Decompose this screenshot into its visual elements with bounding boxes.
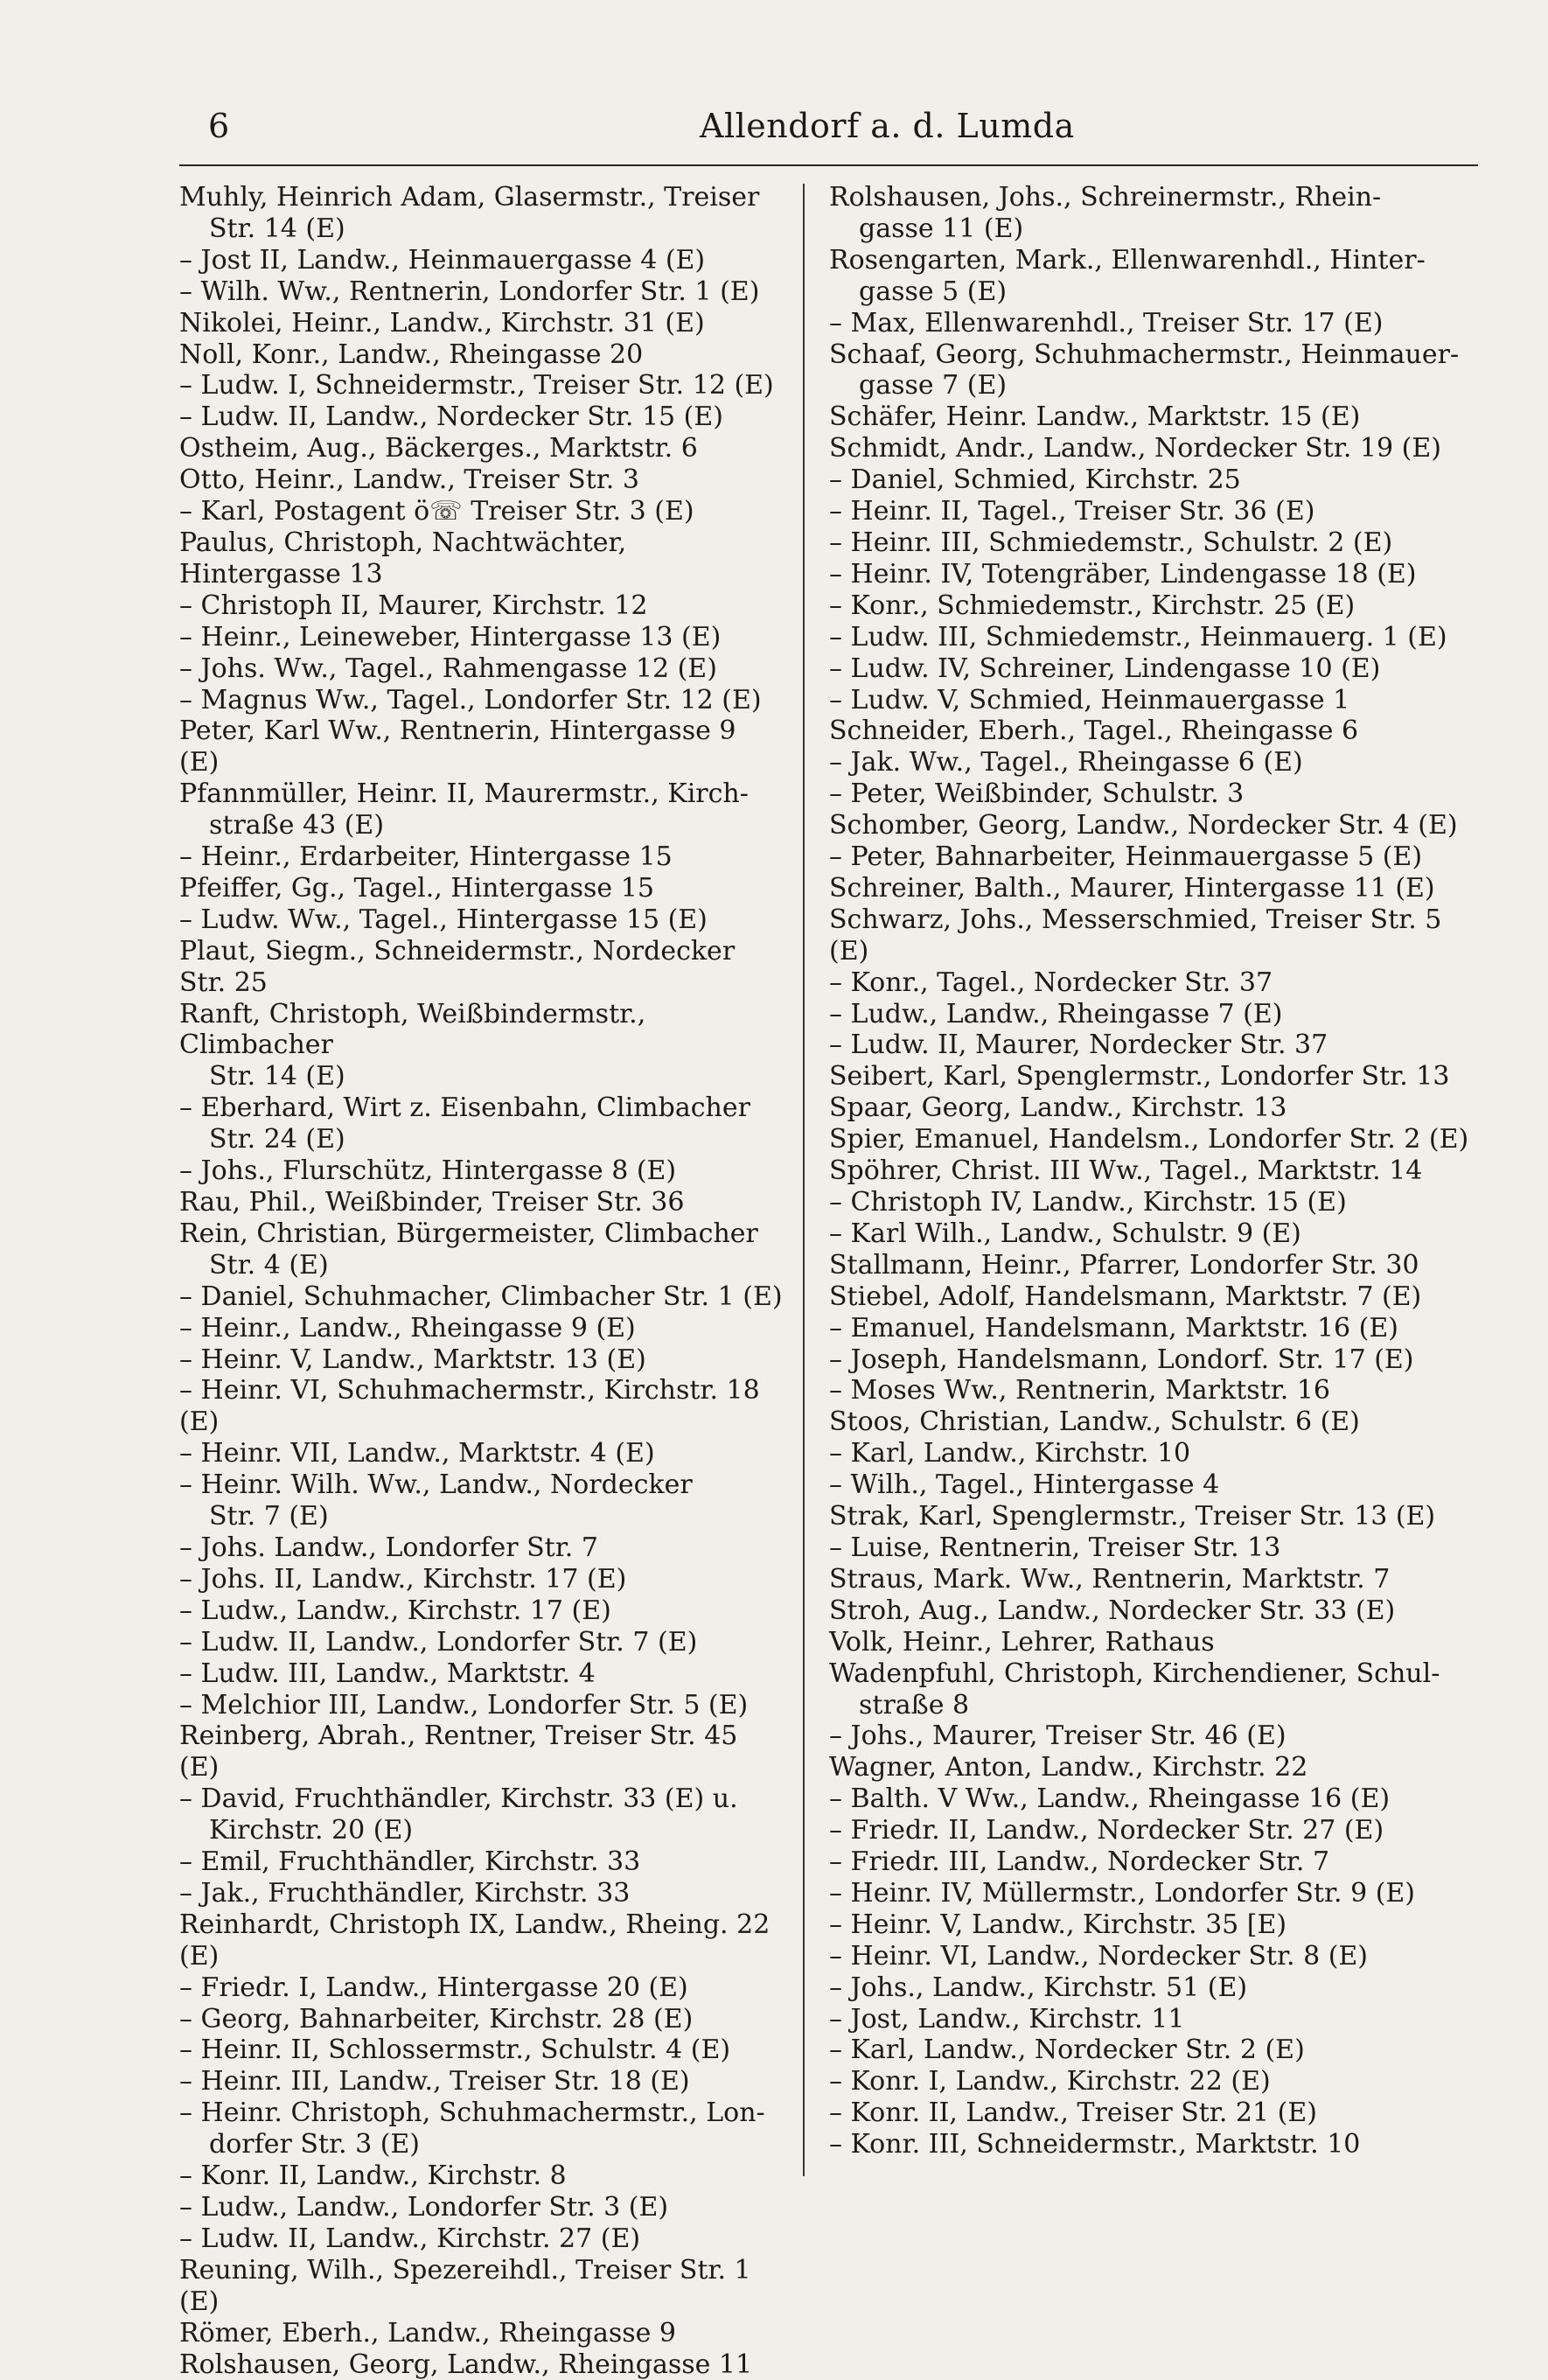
entry-line: – Max, Ellenwarenhdl., Treiser Str. 17 (E) xyxy=(829,307,1384,339)
entry-line: Pfannmüller, Heinr. II, Maurermstr., Kirch- xyxy=(179,778,749,810)
directory-entry xyxy=(179,2318,783,2349)
directory-entry xyxy=(829,1720,1478,1752)
directory-entry xyxy=(829,2066,1478,2097)
entry-line: – Konr. II, Landw., Treiser Str. 21 (E) xyxy=(829,2097,1317,2129)
directory-entry xyxy=(829,1627,1478,1658)
entry-line: Nikolei, Heinr., Landw., Kirchstr. 31 (E) xyxy=(179,307,705,339)
entry-line: – Jost, Landw., Kirchstr. 11 xyxy=(829,2003,1185,2035)
entry-line: Schreiner, Balth., Maurer, Hintergasse 11 (E) xyxy=(829,872,1435,904)
directory-entry xyxy=(179,653,783,685)
directory-entry xyxy=(829,1187,1478,1218)
entry-line: – Johs. Landw., Londorfer Str. 7 xyxy=(179,1532,598,1563)
directory-entry xyxy=(179,2255,783,2318)
directory-entry xyxy=(829,841,1478,873)
directory-entry xyxy=(179,1438,783,1469)
directory-entry xyxy=(829,685,1478,716)
entry-line: – Emanuel, Handelsmann, Marktstr. 16 (E) xyxy=(829,1312,1398,1344)
directory-entry xyxy=(179,1344,783,1376)
directory-entry xyxy=(829,1406,1478,1438)
directory-entry xyxy=(829,653,1478,685)
directory-entry xyxy=(179,1595,783,1627)
entry-line: – Emil, Fruchthändler, Kirchstr. 33 xyxy=(179,1846,641,1878)
entry-line: – Melchior III, Landw., Londorfer Str. 5 (E) xyxy=(179,1689,749,1720)
directory-entry xyxy=(179,1783,783,1846)
directory-entry xyxy=(179,1627,783,1658)
entry-line: – Ludw., Landw., Rheingasse 7 (E) xyxy=(829,998,1283,1029)
page-number: 6 xyxy=(208,107,230,145)
entry-line: Seibert, Karl, Spenglermstr., Londorfer Str. 13 xyxy=(829,1061,1450,1092)
entry-line: – Konr. III, Schneidermstr., Marktstr. 10 xyxy=(829,2129,1361,2160)
entry-line: – Heinr. VII, Landw., Marktstr. 4 (E) xyxy=(179,1438,655,1469)
entry-line: – Ludw. I, Schneidermstr., Treiser Str. 12 (E) xyxy=(179,370,774,401)
entry-continuation-line: Str. 24 (E) xyxy=(209,1124,345,1155)
directory-entry xyxy=(829,2097,1478,2129)
directory-entry xyxy=(179,1375,783,1438)
directory-entry xyxy=(179,308,783,339)
entry-continuation-line: Str. 14 (E) xyxy=(209,213,345,244)
directory-entry xyxy=(829,1909,1478,1941)
directory-entry xyxy=(829,245,1478,308)
entry-line: Otto, Heinr., Landw., Treiser Str. 3 xyxy=(179,464,639,496)
entry-line: Spöhrer, Christ. III Ww., Tagel., Marktstr. 14 xyxy=(829,1155,1423,1187)
directory-entry xyxy=(829,904,1478,967)
entry-continuation-line: dorfer Str. 3 (E) xyxy=(209,2129,420,2160)
directory-entry xyxy=(179,1909,783,1972)
directory-entry xyxy=(829,778,1478,810)
directory-entry xyxy=(179,1690,783,1721)
entry-line: Reuning, Wilh., Spezereihdl., Treiser Str. 1 (E) xyxy=(179,2254,751,2317)
directory-entry xyxy=(829,1469,1478,1501)
entry-line: – Wilh. Ww., Rentnerin, Londorfer Str. 1 (E) xyxy=(179,276,760,307)
entry-line: – Christoph IV, Landw., Kirchstr. 15 (E) xyxy=(829,1187,1347,1218)
entry-line: – Heinr. Wilh. Ww., Landw., Nordecker xyxy=(179,1469,693,1501)
directory-entry xyxy=(829,339,1478,402)
entry-line: – Karl, Landw., Kirchstr. 10 xyxy=(829,1438,1191,1469)
entry-line: – Daniel, Schuhmacher, Climbacher Str. 1 (E) xyxy=(179,1281,783,1312)
directory-entry xyxy=(179,1972,783,2004)
directory-entry xyxy=(179,182,783,245)
directory-entry xyxy=(179,1313,783,1344)
entry-line: – Moses Ww., Rentnerin, Marktstr. 16 xyxy=(829,1375,1331,1406)
directory-entry xyxy=(829,590,1478,622)
directory-entry xyxy=(179,904,783,936)
entry-line: Rein, Christian, Bürgermeister, Climbacher xyxy=(179,1218,758,1249)
entry-line: Rosengarten, Mark., Ellenwarenhdl., Hinter- xyxy=(829,244,1426,276)
directory-entry xyxy=(179,1092,783,1155)
directory-entry xyxy=(829,2035,1478,2066)
directory-entry xyxy=(179,1720,783,1783)
entry-line: – Peter, Weißbinder, Schulstr. 3 xyxy=(829,778,1245,810)
entry-line: – Heinr. III, Schmiedemstr., Schulstr. 2 (E) xyxy=(829,527,1393,558)
directory-entry xyxy=(179,622,783,653)
entry-line: – Heinr. Christoph, Schuhmachermstr., Lon- xyxy=(179,2097,765,2129)
directory-entry xyxy=(179,527,783,590)
directory-entry xyxy=(179,1187,783,1218)
entry-line: – Ludw. II, Maurer, Nordecker Str. 37 xyxy=(829,1029,1328,1061)
entry-line: – Magnus Ww., Tagel., Londorfer Str. 12 (E) xyxy=(179,684,762,715)
right-column xyxy=(829,182,1478,2160)
entry-line: – Johs., Flurschütz, Hintergasse 8 (E) xyxy=(179,1155,677,1187)
directory-entry xyxy=(829,2004,1478,2035)
directory-entry xyxy=(829,967,1478,999)
directory-entry xyxy=(829,1564,1478,1595)
directory-entry xyxy=(179,936,783,999)
directory-entry xyxy=(829,1281,1478,1313)
entry-line: Pfeiffer, Gg., Tagel., Hintergasse 15 xyxy=(179,872,654,904)
directory-entry xyxy=(829,1029,1478,1061)
entry-line: Schwarz, Johs., Messerschmied, Treiser Str. 5 (E) xyxy=(829,904,1442,967)
entry-line: – Heinr. VI, Schuhmachermstr., Kirchstr. 18 (E) xyxy=(179,1375,760,1438)
entry-line: – David, Fruchthändler, Kirchstr. 33 (E) u. xyxy=(179,1783,738,1815)
directory-entry xyxy=(179,2097,783,2160)
entry-line: – Heinr. IV, Müllermstr., Londorfer Str. 9 (E) xyxy=(829,1877,1416,1909)
directory-entry xyxy=(829,1972,1478,2004)
entry-line: – Heinr. II, Tagel., Treiser Str. 36 (E) xyxy=(829,496,1315,527)
entry-line: – Friedr. II, Landw., Nordecker Str. 27 (E) xyxy=(829,1815,1384,1846)
entry-line: – Karl, Landw., Nordecker Str. 2 (E) xyxy=(829,2035,1305,2066)
directory-entry xyxy=(829,308,1478,339)
directory-entry xyxy=(829,1092,1478,1124)
directory-entry xyxy=(179,496,783,527)
directory-entry xyxy=(829,559,1478,590)
directory-entry xyxy=(179,1658,783,1690)
entry-line: Ranft, Christoph, Weißbindermstr., Climbacher xyxy=(179,998,646,1061)
entry-line: – Heinr. V, Landw., Kirchstr. 35 [E) xyxy=(829,1909,1287,1940)
entry-line: – Heinr. V, Landw., Marktstr. 13 (E) xyxy=(179,1344,646,1375)
directory-entry xyxy=(179,401,783,433)
entry-line: – Georg, Bahnarbeiter, Kirchstr. 28 (E) xyxy=(179,2003,694,2035)
entry-line: – Johs., Landw., Kirchstr. 51 (E) xyxy=(829,1972,1248,2003)
directory-entry xyxy=(829,747,1478,778)
entry-line: Schaaf, Georg, Schuhmachermstr., Heinmauer- xyxy=(829,339,1460,370)
directory-entry xyxy=(179,2066,783,2097)
directory-entry xyxy=(829,873,1478,904)
entry-line: Ostheim, Aug., Bäckerges., Marktstr. 6 xyxy=(179,433,698,464)
entry-line: – Ludw., Landw., Kirchstr. 17 (E) xyxy=(179,1595,611,1626)
page-title: Allendorf a. d. Lumda xyxy=(700,107,1075,145)
directory-entry xyxy=(829,1783,1478,1815)
entry-line: – Ludw. II, Landw., Nordecker Str. 15 (E) xyxy=(179,401,723,433)
entry-line: – Joseph, Handelsmann, Londorf. Str. 17 (E) xyxy=(829,1344,1414,1375)
entry-line: – Konr., Tagel., Nordecker Str. 37 xyxy=(829,967,1273,998)
directory-entry xyxy=(179,1564,783,1595)
entry-line: Wagner, Anton, Landw., Kirchstr. 22 xyxy=(829,1752,1308,1783)
left-column xyxy=(179,182,783,2380)
entry-line: Stallmann, Heinr., Pfarrer, Londorfer Str. 30 xyxy=(829,1249,1419,1281)
entry-line: – Heinr. II, Schlossermstr., Schulstr. 4 (E) xyxy=(179,2035,731,2066)
directory-entry xyxy=(829,182,1478,245)
directory-entry xyxy=(829,1344,1478,1376)
entry-continuation-line: gasse 7 (E) xyxy=(859,370,1008,401)
directory-entry xyxy=(179,1532,783,1564)
entry-line: Rolshausen, Johs., Schreinermstr., Rhein- xyxy=(829,182,1382,213)
directory-entry xyxy=(829,1313,1478,1344)
entry-continuation-line: straße 43 (E) xyxy=(209,810,385,841)
directory-entry xyxy=(829,1250,1478,1281)
entry-line: Reinhardt, Christoph IX, Landw., Rheing. 22 (E) xyxy=(179,1909,771,1972)
directory-entry xyxy=(179,841,783,873)
directory-entry xyxy=(179,1846,783,1878)
directory-entry xyxy=(179,370,783,401)
directory-entry xyxy=(179,778,783,841)
entry-line: – Johs. Ww., Tagel., Rahmengasse 12 (E) xyxy=(179,653,717,684)
directory-entry xyxy=(829,464,1478,496)
directory-entry xyxy=(179,590,783,622)
entry-continuation-line: Str. 4 (E) xyxy=(209,1249,329,1281)
directory-entry xyxy=(179,1281,783,1313)
column-divider xyxy=(803,184,805,2176)
entry-line: – Konr. I, Landw., Kirchstr. 22 (E) xyxy=(829,2066,1271,2097)
header-rule xyxy=(179,164,1478,166)
directory-entry xyxy=(829,1815,1478,1846)
directory-entry xyxy=(179,685,783,716)
entry-line: – Karl Wilh., Landw., Schulstr. 9 (E) xyxy=(829,1218,1301,1249)
entry-line: – Ludw. II, Landw., Kirchstr. 27 (E) xyxy=(179,2223,641,2254)
entry-line: – Luise, Rentnerin, Treiser Str. 13 xyxy=(829,1532,1281,1563)
entry-line: – Ludw., Landw., Londorfer Str. 3 (E) xyxy=(179,2192,669,2223)
directory-entry xyxy=(829,1501,1478,1532)
entry-line: – Heinr., Landw., Rheingasse 9 (E) xyxy=(179,1312,636,1344)
entry-line: – Ludw. Ww., Tagel., Hintergasse 15 (E) xyxy=(179,904,708,935)
entry-line: Schmidt, Andr., Landw., Nordecker Str. 19 (E) xyxy=(829,433,1441,464)
entry-continuation-line: Str. 7 (E) xyxy=(209,1501,329,1532)
entry-line: – Ludw. III, Schmiedemstr., Heinmauerg. 1 (E) xyxy=(829,621,1447,653)
entry-continuation-line: Kirchstr. 20 (E) xyxy=(209,1815,414,1846)
entry-line: – Daniel, Schmied, Kirchstr. 25 xyxy=(829,464,1241,496)
entry-line: Römer, Eberh., Landw., Rheingasse 9 xyxy=(179,2317,676,2349)
directory-entry xyxy=(179,1155,783,1187)
directory-entry xyxy=(829,999,1478,1030)
entry-line: – Konr. II, Landw., Kirchstr. 8 xyxy=(179,2160,567,2192)
entry-line: – Ludw. V, Schmied, Heinmauergasse 1 xyxy=(829,684,1350,715)
entry-line: Noll, Konr., Landw., Rheingasse 20 xyxy=(179,339,644,370)
directory-entry xyxy=(829,1846,1478,1878)
directory-entry xyxy=(179,1878,783,1909)
entry-line: Straus, Mark. Ww., Rentnerin, Marktstr. 7 xyxy=(829,1563,1391,1595)
entry-line: – Wilh., Tagel., Hintergasse 4 xyxy=(829,1469,1220,1501)
directory-entry xyxy=(829,1878,1478,1909)
directory-entry xyxy=(179,1218,783,1281)
entry-line: – Johs., Maurer, Treiser Str. 46 (E) xyxy=(829,1720,1287,1752)
entry-continuation-line: gasse 5 (E) xyxy=(859,276,1008,307)
directory-entry xyxy=(179,873,783,904)
directory-entry xyxy=(829,1438,1478,1469)
directory-entry xyxy=(829,1375,1478,1406)
directory-entry xyxy=(179,2192,783,2223)
entry-line: – Friedr. I, Landw., Hintergasse 20 (E) xyxy=(179,1972,688,2003)
directory-entry xyxy=(829,810,1478,841)
entry-line: Plaut, Siegm., Schneidermstr., Nordecker Str. 25 xyxy=(179,935,736,998)
entry-line: Rau, Phil., Weißbinder, Treiser Str. 36 xyxy=(179,1187,685,1218)
entry-line: Wadenpfuhl, Christoph, Kirchendiener, Schul- xyxy=(829,1658,1440,1689)
entry-line: – Jost II, Landw., Heinmauergasse 4 (E) xyxy=(179,244,706,276)
directory-entry xyxy=(829,1155,1478,1187)
entry-line: Spaar, Georg, Landw., Kirchstr. 13 xyxy=(829,1092,1287,1124)
directory-entry xyxy=(829,1658,1478,1721)
entry-line: – Balth. V Ww., Landw., Rheingasse 16 (E) xyxy=(829,1783,1391,1815)
directory-entry xyxy=(829,1061,1478,1092)
entry-line: Strak, Karl, Spenglermstr., Treiser Str. 13 (E) xyxy=(829,1501,1436,1532)
directory-entry xyxy=(179,276,783,308)
directory-entry xyxy=(179,715,783,778)
entry-line: – Ludw. IV, Schreiner, Lindengasse 10 (E) xyxy=(829,653,1381,684)
entry-line: Paulus, Christoph, Nachtwächter, Hintergasse 13 xyxy=(179,527,627,590)
entry-line: Peter, Karl Ww., Rentnerin, Hintergasse 9 (E) xyxy=(179,715,736,778)
entry-line: – Johs. II, Landw., Kirchstr. 17 (E) xyxy=(179,1563,627,1595)
entry-line: – Friedr. III, Landw., Nordecker Str. 7 xyxy=(829,1846,1330,1878)
entry-line: Schäfer, Heinr. Landw., Marktstr. 15 (E) xyxy=(829,401,1361,433)
directory-entry xyxy=(179,2004,783,2035)
entry-continuation-line: straße 8 xyxy=(859,1689,970,1720)
entry-line: Stroh, Aug., Landw., Nordecker Str. 33 (E) xyxy=(829,1595,1396,1626)
entry-continuation-line: gasse 11 (E) xyxy=(859,213,1024,244)
entry-line: Rolshausen, Georg, Landw., Rheingasse 11 xyxy=(179,2349,753,2380)
directory-entry xyxy=(179,2223,783,2255)
directory-entry xyxy=(179,999,783,1093)
entry-line: – Jak. Ww., Tagel., Rheingasse 6 (E) xyxy=(829,747,1303,778)
entry-line: – Heinr., Leineweber, Hintergasse 13 (E) xyxy=(179,621,722,653)
entry-line: Schneider, Eberh., Tagel., Rheingasse 6 xyxy=(829,715,1359,747)
entry-line: – Christoph II, Maurer, Kirchstr. 12 xyxy=(179,590,648,621)
entry-line: – Heinr. III, Landw., Treiser Str. 18 (E) xyxy=(179,2066,690,2097)
directory-entry xyxy=(829,1124,1478,1155)
directory-entry xyxy=(829,433,1478,464)
entry-continuation-line: Str. 14 (E) xyxy=(209,1061,345,1092)
directory-entry xyxy=(829,1218,1478,1250)
entry-line: – Peter, Bahnarbeiter, Heinmauergasse 5 (E) xyxy=(829,841,1423,873)
entry-line: Stoos, Christian, Landw., Schulstr. 6 (E) xyxy=(829,1406,1360,1438)
entry-line: Volk, Heinr., Lehrer, Rathaus xyxy=(829,1626,1215,1658)
entry-line: – Konr., Schmiedemstr., Kirchstr. 25 (E) xyxy=(829,590,1356,621)
directory-entry xyxy=(829,622,1478,653)
entry-line: – Jak., Fruchthändler, Kirchstr. 33 xyxy=(179,1877,631,1909)
directory-entry xyxy=(179,245,783,276)
directory-entry xyxy=(829,1752,1478,1783)
entry-line: Schomber, Georg, Landw., Nordecker Str. 4 (E) xyxy=(829,810,1458,841)
entry-line: Muhly, Heinrich Adam, Glasermstr., Treiser xyxy=(179,182,760,213)
directory-entry xyxy=(179,2160,783,2192)
directory-entry xyxy=(179,1469,783,1532)
entry-line: – Heinr. VI, Landw., Nordecker Str. 8 (E) xyxy=(829,1940,1369,1972)
entry-line: – Ludw. III, Landw., Marktstr. 4 xyxy=(179,1658,596,1689)
directory-entry xyxy=(179,464,783,496)
entry-line: Spier, Emanuel, Handelsm., Londorfer Str. 2 (E) xyxy=(829,1124,1469,1155)
directory-entry xyxy=(179,433,783,464)
directory-entry xyxy=(829,496,1478,527)
directory-entry xyxy=(829,1941,1478,1972)
directory-entry xyxy=(179,339,783,371)
directory-entry xyxy=(829,527,1478,559)
directory-entry xyxy=(179,2349,783,2380)
directory-entry xyxy=(179,2035,783,2066)
entry-line: Reinberg, Abrah., Rentner, Treiser Str. 45 (E) xyxy=(179,1720,738,1783)
directory-entry xyxy=(829,1532,1478,1564)
entry-line: – Heinr., Erdarbeiter, Hintergasse 15 xyxy=(179,841,673,873)
directory-entry xyxy=(829,401,1478,433)
entry-line: – Heinr. IV, Totengräber, Lindengasse 18 (E) xyxy=(829,558,1417,590)
entry-line: Stiebel, Adolf, Handelsmann, Marktstr. 7 (E) xyxy=(829,1281,1422,1312)
directory-entry xyxy=(829,1595,1478,1627)
directory-entry xyxy=(829,2129,1478,2160)
directory-entry xyxy=(829,715,1478,747)
entry-line: – Eberhard, Wirt z. Eisenbahn, Climbacher xyxy=(179,1092,750,1124)
entry-line: – Ludw. II, Landw., Londorfer Str. 7 (E) xyxy=(179,1626,698,1658)
entry-line: – Karl, Postagent ö☏ Treiser Str. 3 (E) xyxy=(179,496,694,527)
